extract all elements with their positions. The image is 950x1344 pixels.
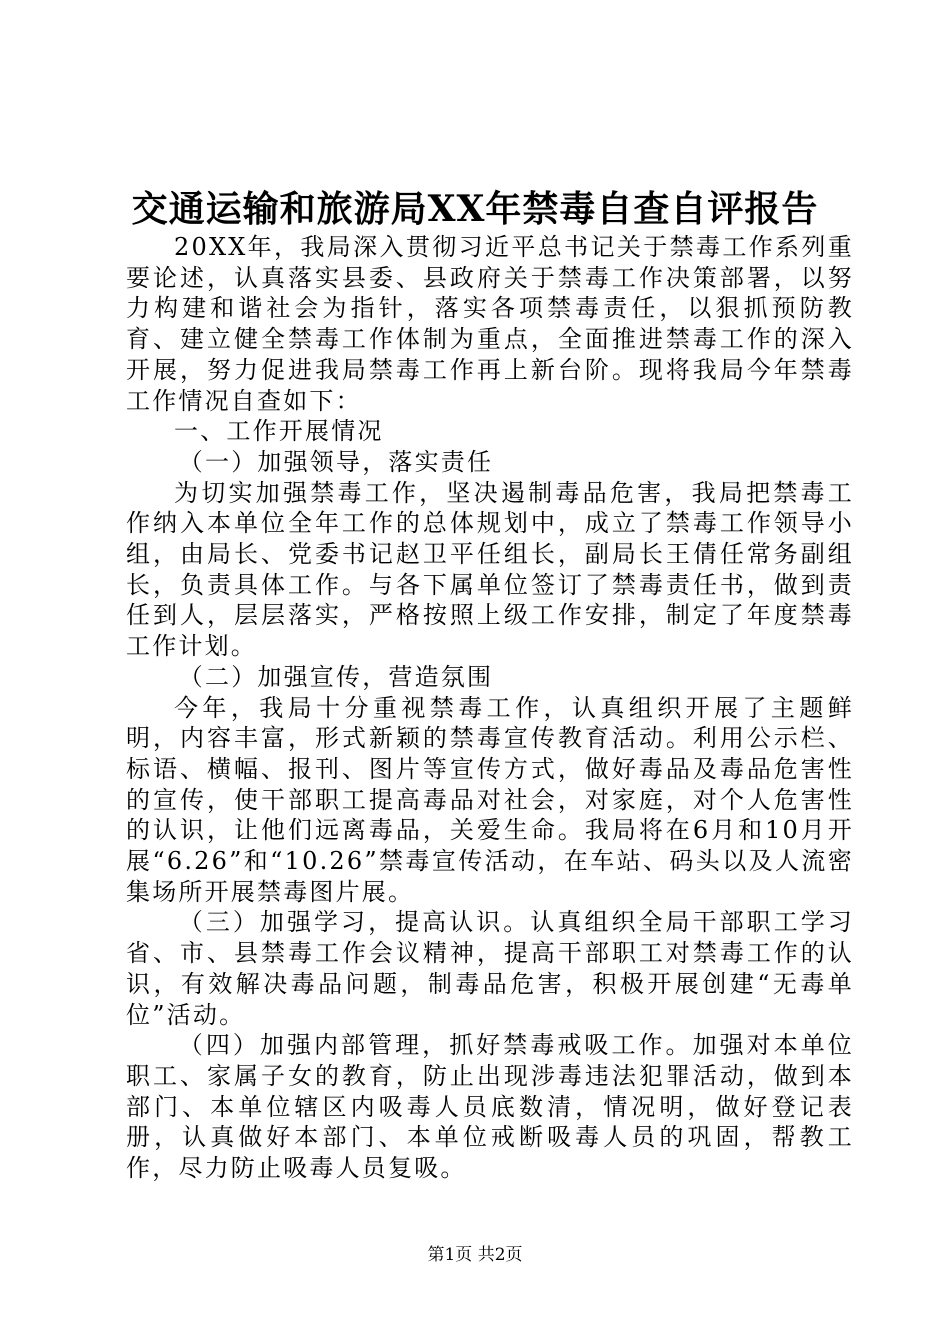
intro-paragraph: 20XX年，我局深入贯彻习近平总书记关于禁毒工作系列重要论述，认真落实县委、县政府关于禁毒工作决策部署，以努力构建和谐社会为指针，落实各项禁毒责任，以狠抓预防教育、建立健全禁毒工作体制为重点，全面推进禁毒工作的深入开展，努力促进我局禁毒工作再上新台阶。现将我局今年禁毒工作情况自查如下： [126, 233, 854, 415]
section-heading: 一、工作开展情况 [174, 417, 384, 446]
subsection-heading-2: （二）加强宣传，营造氛围 [178, 662, 494, 691]
page-footer: 第1页 共2页 [427, 1245, 523, 1265]
body-paragraph-3: （三）加强学习，提高认识。认真组织全局干部职工学习省、市、县禁毒工作会议精神，提高干部职工对禁毒工作的认识，有效解决毒品问题，制毒品危害，积极开展创建“无毒单位”活动。 [126, 908, 854, 1029]
body-paragraph-4: （四）加强内部管理，抓好禁毒戒吸工作。加强对本单位职工、家属子女的教育，防止出现涉毒违法犯罪活动，做到本部门、本单位辖区内吸毒人员底数清，情况明，做好登记表册，认真做好本部门、本单位戒断吸毒人员的巩固，帮教工作，尽力防止吸毒人员复吸。 [126, 1031, 854, 1183]
document-title: 交通运输和旅游局XX年禁毒自查自评报告 [131, 188, 819, 230]
body-paragraph-2: 今年，我局十分重视禁毒工作，认真组织开展了主题鲜明，内容丰富，形式新颖的禁毒宣传教育活动。利用公示栏、标语、横幅、报刊、图片等宣传方式，做好毒品及毒品危害性的宣传，使干部职工提高毒品对社会，对家庭，对个人危害性的认识，让他们远离毒品，关爱生命。我局将在6月和10月开展“6.26”和“10.26”禁毒宣传活动，在车站、码头以及人流密集场所开展禁毒图片展。 [126, 693, 854, 906]
subsection-heading-1: （一）加强领导，落实责任 [178, 447, 494, 476]
body-paragraph-1: 为切实加强禁毒工作，坚决遏制毒品危害，我局把禁毒工作纳入本单位全年工作的总体规划中，成立了禁毒工作领导小组，由局长、党委书记赵卫平任组长，副局长王倩任常务副组长，负责具体工作。与各下属单位签订了禁毒责任书，做到责任到人，层层落实，严格按照上级工作安排，制定了年度禁毒工作计划。 [126, 478, 854, 661]
document-body [126, 232, 854, 1184]
